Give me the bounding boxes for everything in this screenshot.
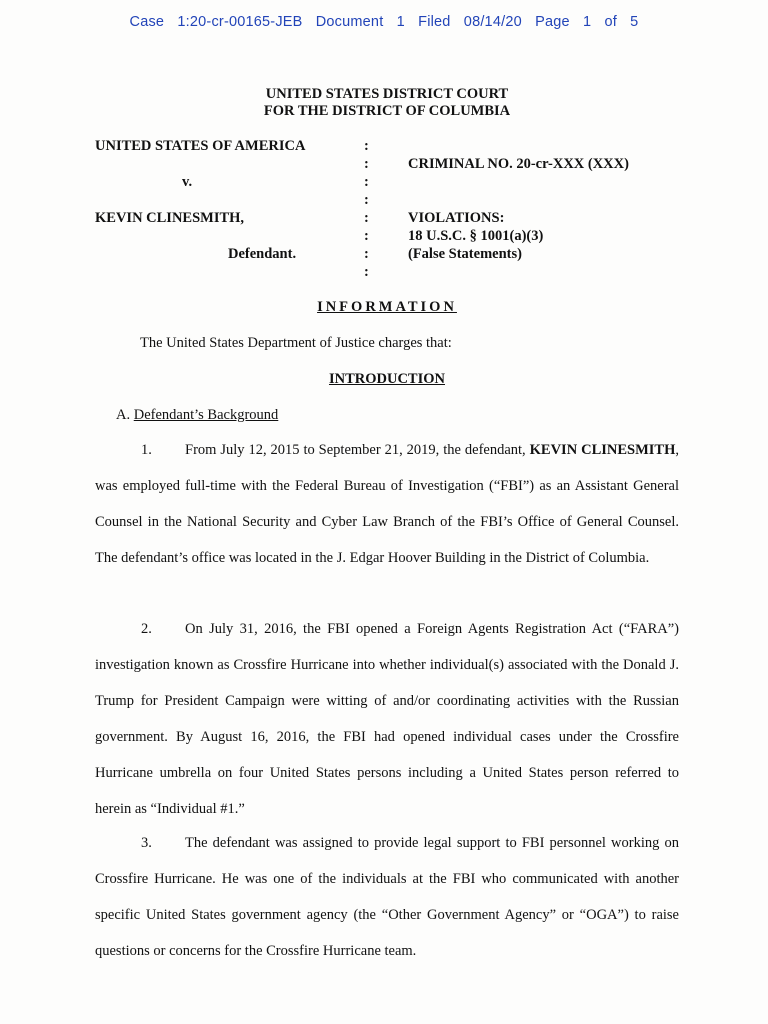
caption-colon: :	[364, 228, 369, 244]
introduction-heading: INTRODUCTION	[328, 371, 445, 387]
caption-colon: :	[364, 156, 369, 172]
court-title-line-1: UNITED STATES DISTRICT COURT	[265, 86, 509, 102]
paragraph-number: 3.	[141, 835, 152, 851]
versus: v.	[182, 174, 193, 190]
caption-colon: :	[364, 264, 369, 280]
court-title-line-2: FOR THE DISTRICT OF COLUMBIA	[263, 103, 511, 119]
caption-colon: :	[364, 192, 369, 208]
defendant-name-bold: KEVIN CLINESMITH	[529, 442, 676, 458]
caption-colon: :	[364, 246, 369, 262]
paragraph-text: , was employed full-time with the Federal Bureau of Investigation (“FBI”) as an Assistant General Counsel in the National Security and Cyber Law Branch of the FBI’s Office of General Counsel. The defendant’s office was located in the J. Edgar Hoover Building in the District of Columbia.	[95, 442, 679, 566]
paragraph-number: 2.	[141, 621, 152, 637]
section-heading	[116, 407, 278, 424]
section-letter: A.	[116, 407, 131, 423]
section-title: Defendant’s Background	[133, 407, 279, 423]
violations-label: VIOLATIONS:	[408, 210, 505, 226]
caption-colon: :	[364, 210, 369, 226]
information-heading: INFORMATION	[317, 299, 457, 315]
paragraph-2	[95, 611, 679, 827]
defendant-name: KEVIN CLINESMITH,	[95, 210, 245, 226]
paragraph-text: From July 12, 2015 to September 21, 2019, the defendant,	[185, 442, 530, 458]
defendant-role: Defendant.	[228, 246, 297, 262]
paragraph-text: On July 31, 2016, the FBI opened a Foreign Agents Registration Act (“FARA”) investigation known as Crossfire Hurricane into whether individual(s) associated with the Donald J. Trump for President Campaign were witting of and/or coordinating activities with the Russian government. By August 16, 2016, the FBI had opened individual cases under the Crossfire Hurricane umbrella on four United States persons including a United States person referred to herein as “Individual #1.”	[95, 621, 679, 817]
paragraph-text: The defendant was assigned to provide legal support to FBI personnel working on Crossfire Hurricane. He was one of the individuals at the FBI who communicated with another specific United States government agency (the “Other Government Agency” or “OGA”) to raise questions or concerns for the Crossfire Hurricane team.	[95, 835, 679, 959]
paragraph-3	[95, 825, 679, 969]
criminal-number: CRIMINAL NO. 20-cr-XXX (XXX)	[408, 156, 629, 172]
caption-colon: :	[364, 174, 369, 190]
caption-colon: :	[364, 138, 369, 154]
statute: 18 U.S.C. § 1001(a)(3)	[408, 228, 544, 244]
filing-stamp: Case 1:20-cr-00165-JEB Document 1 Filed 08/14/20 Page 1 of 5	[129, 14, 639, 30]
paragraph-number: 1.	[141, 442, 152, 458]
court-title	[0, 86, 768, 120]
offense: (False Statements)	[408, 246, 522, 262]
plaintiff-name: UNITED STATES OF AMERICA	[95, 138, 306, 154]
paragraph-1	[95, 432, 679, 576]
charges-intro: The United States Department of Justice charges that:	[140, 335, 452, 351]
